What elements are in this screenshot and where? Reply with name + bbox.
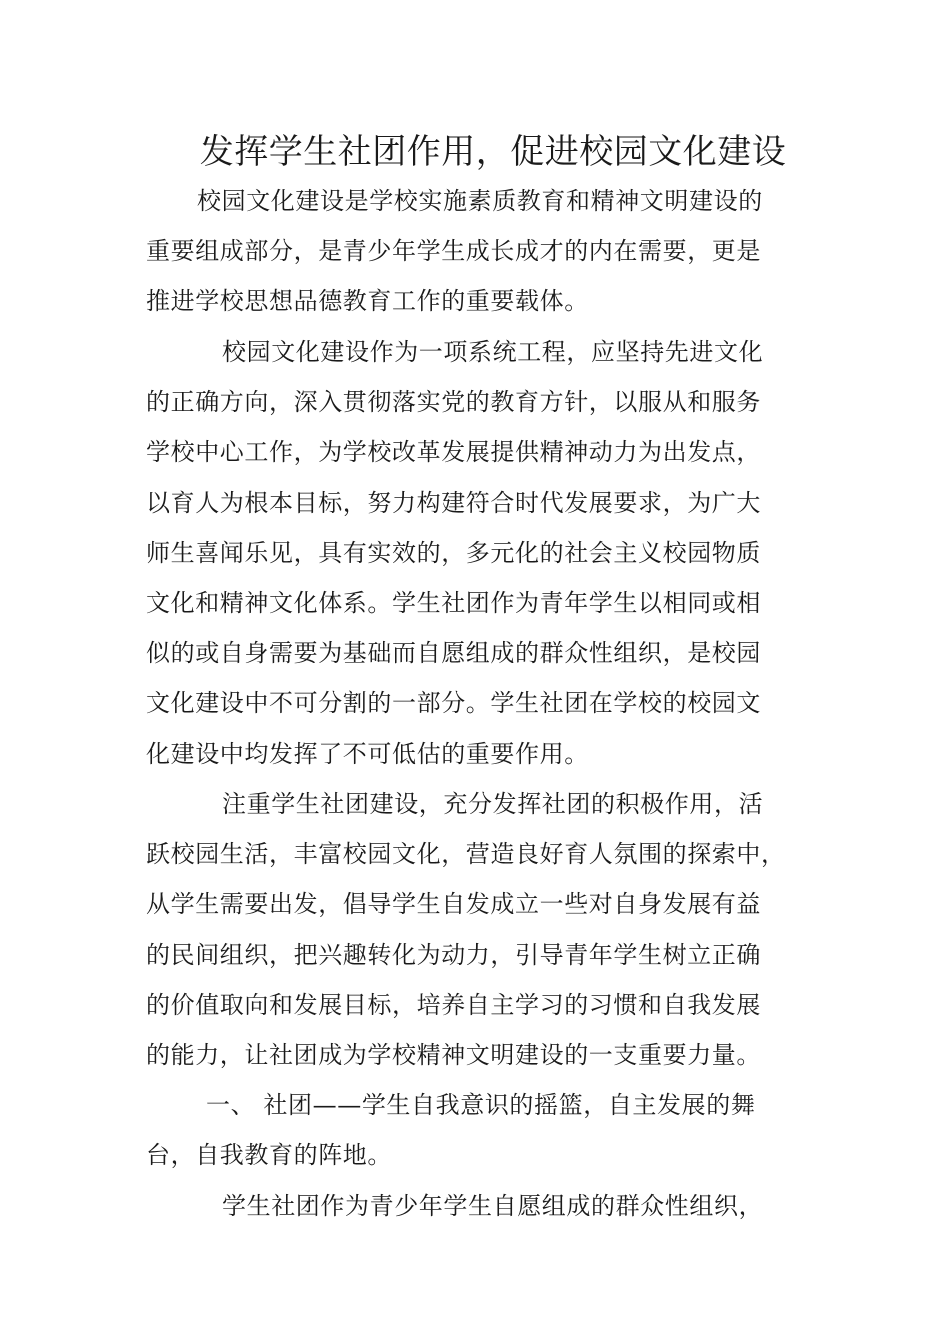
paragraph-line: 注重学生社团建设，充分发挥社团的积极作用，活 [222, 790, 764, 818]
paragraph-line: 校园文化建设是学校实施素质教育和精神文明建设的 [197, 187, 763, 215]
paragraph-line: 跃校园生活，丰富校园文化，营造良好育人氛围的探索中， [146, 840, 786, 868]
paragraph-line: 学生社团作为青少年学生自愿组成的群众性组织， [222, 1192, 764, 1220]
section-heading-line: 台，自我教育的阵地。 [146, 1141, 392, 1169]
paragraph-line: 化建设中均发挥了不可低估的重要作用。 [146, 740, 589, 768]
paragraph-line: 学校中心工作，为学校改革发展提供精神动力为出发点， [146, 438, 761, 466]
paragraph-line: 推进学校思想品德教育工作的重要载体。 [146, 287, 589, 315]
paragraph-line: 师生喜闻乐见，具有实效的，多元化的社会主义校园物质 [146, 539, 761, 567]
section-heading-line: 一、 社团——学生自我意识的摇篮，自主发展的舞 [206, 1091, 756, 1119]
paragraph-line: 以育人为根本目标，努力构建符合时代发展要求，为广大 [146, 489, 761, 517]
paragraph-line: 的民间组织，把兴趣转化为动力，引导青年学生树立正确 [146, 941, 761, 969]
document-title: 发挥学生社团作用，促进校园文化建设 [199, 132, 787, 172]
paragraph-line: 从学生需要出发，倡导学生自发成立一些对自身发展有益 [146, 890, 761, 918]
paragraph-line: 似的或自身需要为基础而自愿组成的群众性组织，是校园 [146, 639, 761, 667]
paragraph-line: 的价值取向和发展目标，培养自主学习的习惯和自我发展 [146, 991, 761, 1019]
paragraph-line: 文化和精神文化体系。学生社团作为青年学生以相同或相 [146, 589, 761, 617]
paragraph-line: 的正确方向，深入贯彻落实党的教育方针，以服从和服务 [146, 388, 761, 416]
paragraph-line: 校园文化建设作为一项系统工程，应坚持先进文化 [222, 338, 764, 366]
paragraph-line: 重要组成部分，是青少年学生成长成才的内在需要，更是 [146, 237, 761, 265]
paragraph-line: 文化建设中不可分割的一部分。学生社团在学校的校园文 [146, 689, 761, 717]
paragraph-line: 的能力，让社团成为学校精神文明建设的一支重要力量。 [146, 1041, 761, 1069]
